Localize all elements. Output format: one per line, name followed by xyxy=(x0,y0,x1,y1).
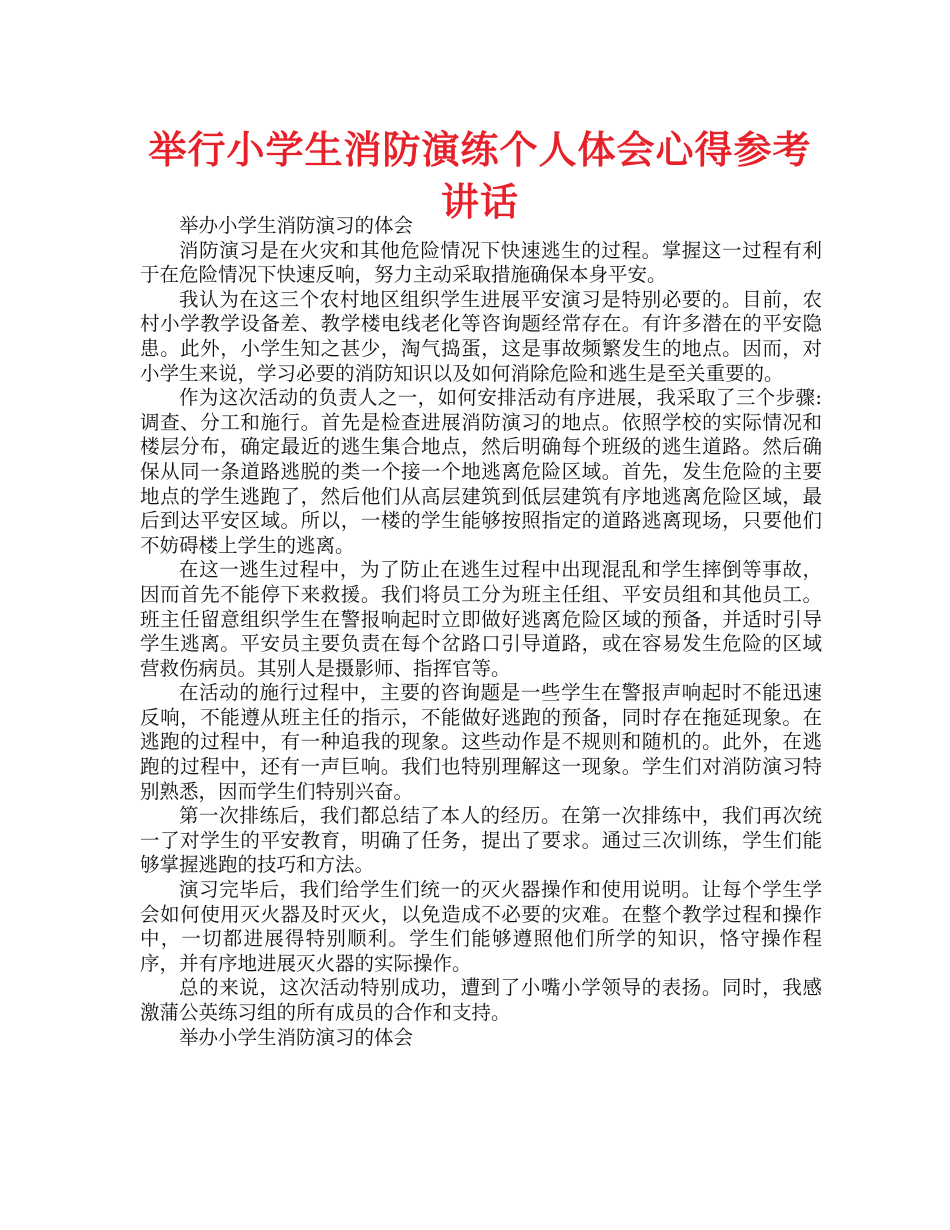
document-title: 举行小学生消防演练个人体会心得参考讲话 xyxy=(148,128,812,224)
paragraph: 总的来说，这次活动特别成功，遭到了小嘴小学领导的表扬。同时，我感激蒲公英练习组的所有成员的合作和支持。 xyxy=(140,976,822,1024)
paragraph: 演习完毕后，我们给学生们统一的灭火器操作和使用说明。让每个学生学会如何使用灭火器及时灭火，以免造成不必要的灾难。在整个教学过程和操作中，一切都进展得特别顺利。学生们能够遵照他们所学的知识，恪守操作程序，并有序地进展灭火器的实际操作。 xyxy=(140,878,822,975)
paragraph: 消防演习是在火灾和其他危险情况下快速逃生的过程。掌握这一过程有利于在危险情况下快速反响，努力主动采取措施确保本身平安。 xyxy=(140,238,822,287)
paragraph-subtitle: 举办小学生消防演习的体会 xyxy=(179,214,414,237)
paragraph: 第一次排练后，我们都总结了本人的经历。在第一次排练中，我们再次统一了对学生的平安教育，明确了任务，提出了要求。通过三次训练，学生们能够掌握逃跑的技巧和方法。 xyxy=(140,804,822,877)
paragraph: 在活动的施行过程中，主要的咨询题是一些学生在警报声响起时不能迅速反响，不能遵从班主任的指示，不能做好逃跑的预备，同时存在拖延现象。在逃跑的过程中，有一种追我的现象。这些动作是不规则和随机的。此外，在逃跑的过程中，还有一声巨响。我们也特别理解这一现象。学生们对消防演习特别熟悉，因而学生们特别兴奋。 xyxy=(140,681,822,803)
paragraph: 我认为在这三个农村地区组织学生进展平安演习是特别必要的。目前，农村小学教学设备差、教学楼电线老化等咨询题经常存在。有许多潜在的平安隐患。此外，小学生知之甚少，淘气捣蛋，这是事故频繁发生的地点。因而，对小学生来说，学习必要的消防知识以及如何消除危险和逃生是至关重要的。 xyxy=(140,287,822,385)
document-body xyxy=(140,214,822,1050)
paragraph: 作为这次活动的负责人之一，如何安排活动有序进展，我采取了三个步骤:调查、分工和施行。首先是检查进展消防演习的地点。依照学校的实际情况和楼层分布，确定最近的逃生集合地点，然后明确每个班级的逃生道路。然后确保从同一条道路逃脱的类一个接一个地逃离危险区域。首先，发生危险的主要地点的学生逃跑了，然后他们从高层建筑到低层建筑有序地逃离危险区域，最后到达平安区域。所以，一楼的学生能够按照指定的道路逃离现场，只要他们不妨碍楼上学生的逃离。 xyxy=(140,386,822,557)
paragraph-closing-subtitle: 举办小学生消防演习的体会 xyxy=(179,1025,414,1049)
paragraph: 在这一逃生过程中，为了防止在逃生过程中出现混乱和学生摔倒等事故，因而首先不能停下来救援。我们将员工分为班主任组、平安员组和其他员工。班主任留意组织学生在警报响起时立即做好逃离危险区域的预备，并适时引导学生逃离。平安员主要负责在每个岔路口引导道路，或在容易发生危险的区域营救伤病员。其别人是摄影师、指挥官等。 xyxy=(140,558,822,680)
